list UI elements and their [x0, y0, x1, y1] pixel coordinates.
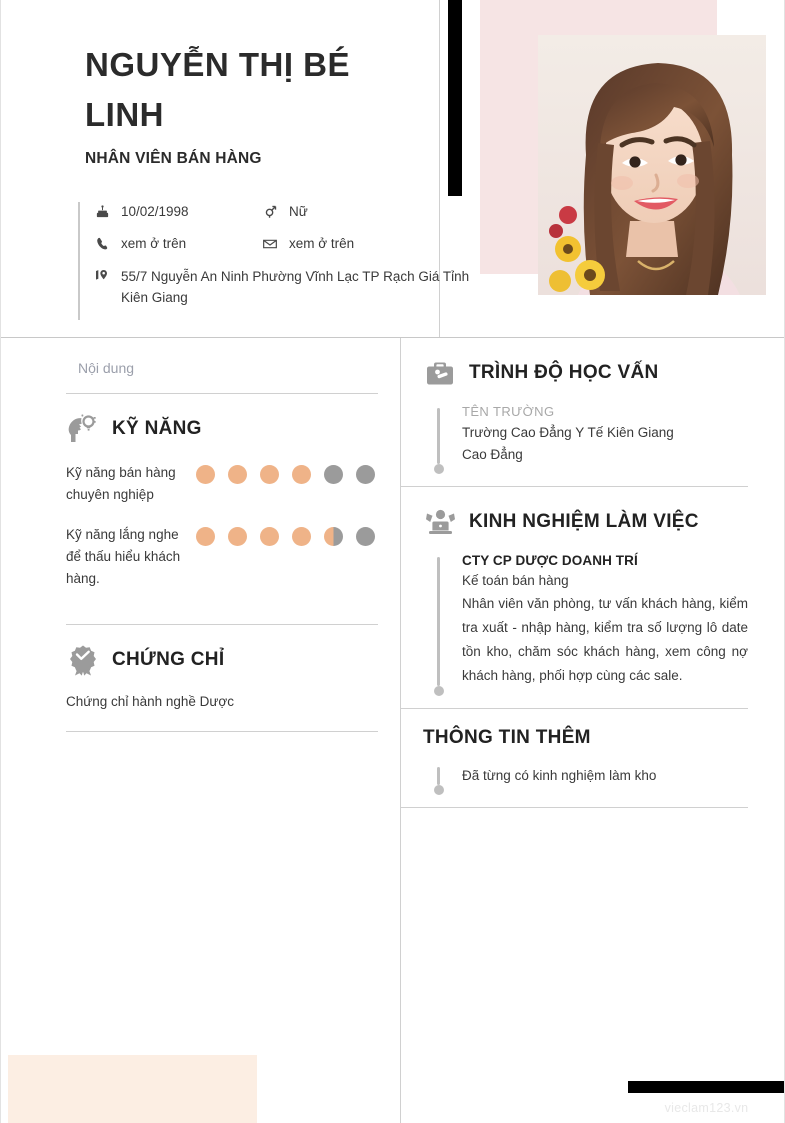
additional-title: THÔNG TIN THÊM — [423, 727, 591, 748]
peach-decoration-block — [8, 1055, 257, 1123]
briefcase-icon — [423, 356, 457, 390]
rating-dot[interactable] — [196, 465, 215, 484]
rating-dot[interactable] — [292, 527, 311, 546]
contact-gender — [260, 202, 308, 221]
page-title: NGUYỄN THỊ BÉ LINH — [85, 46, 351, 133]
timeline-rail — [431, 553, 446, 696]
experience-position: Kế toán bán hàng — [462, 573, 569, 588]
contact-email — [260, 234, 354, 253]
contact-address — [92, 266, 492, 308]
rating-dot[interactable] — [260, 465, 279, 484]
education-entry — [462, 404, 748, 474]
contact-row-phone-email — [92, 234, 498, 254]
timeline-rail — [431, 763, 446, 795]
contact-phone-text: xem ở trên — [121, 236, 187, 251]
timeline-rail — [431, 404, 446, 474]
skill-name: Kỹ năng lắng nghe để thấu hiểu khách hàng. — [66, 527, 181, 586]
contact-row-birth-gender — [92, 202, 498, 222]
skill-item — [66, 462, 378, 506]
cv-body — [0, 338, 785, 1123]
job-title: NHÂN VIÊN BÁN HÀNG — [85, 150, 262, 167]
experience-company: CTY CP DƯỢC DOANH TRÍ — [462, 553, 638, 568]
skill-item — [66, 524, 378, 590]
contact-address-text: 55/7 Nguyễn An Ninh Phường Vĩnh Lạc TP Rạch Giá Tỉnh Kiên Giang — [121, 269, 470, 305]
certificates-title: CHỨNG CHỈ — [112, 649, 225, 670]
certificate-item: Chứng chỉ hành nghề Dược — [66, 694, 235, 709]
head-lightbulb-icon — [66, 412, 100, 446]
timeline-dot — [434, 686, 444, 696]
experience-header — [401, 505, 748, 539]
black-accent-bar — [448, 0, 462, 196]
experience-description: Nhân viên văn phòng, tư vấn khách hàng, kiểm tra xuất - nhập hàng, kiểm tra số lượng lô date tồn kho, chăm sóc khách hàng, xem công nợ khách hàng, phối hợp cùng các sale. — [462, 596, 748, 683]
cv-header — [0, 0, 785, 338]
education-title: TRÌNH ĐỘ HỌC VẤN — [469, 362, 659, 383]
timeline-line — [437, 408, 440, 464]
section-experience — [401, 487, 748, 709]
content-placeholder[interactable]: Nội dung — [66, 338, 378, 394]
timeline-dot — [434, 464, 444, 474]
rating-dot[interactable] — [356, 527, 375, 546]
skill-name: Kỹ năng bán hàng chuyên nghiệp — [66, 465, 176, 502]
gender-icon — [260, 202, 280, 221]
avatar — [538, 35, 766, 295]
education-timeline — [401, 404, 748, 474]
right-column — [401, 338, 785, 1123]
additional-text: Đã từng có kinh nghiệm làm kho — [462, 768, 657, 783]
rating-dot[interactable] — [196, 527, 215, 546]
black-decoration-block — [628, 1081, 785, 1093]
person-laptop-icon — [423, 505, 457, 539]
timeline-line — [437, 767, 440, 785]
timeline-dot — [434, 785, 444, 795]
additional-header — [401, 727, 748, 749]
contact-gender-text: Nữ — [289, 204, 308, 219]
education-header — [401, 356, 748, 390]
contact-birthday — [92, 202, 260, 221]
section-education — [401, 338, 748, 487]
section-additional-info — [401, 709, 748, 808]
additional-timeline — [401, 763, 748, 795]
contact-birthday-text: 10/02/1998 — [121, 204, 189, 219]
rating-dot[interactable] — [260, 527, 279, 546]
skills-header — [66, 412, 378, 446]
skill-rating-dots[interactable] — [196, 524, 388, 546]
contact-row-address — [92, 266, 498, 308]
education-field-label: TÊN TRƯỜNG — [462, 404, 555, 419]
skills-title: KỸ NĂNG — [112, 418, 202, 439]
experience-timeline — [401, 553, 748, 696]
left-column — [0, 338, 401, 1123]
experience-entry — [462, 553, 748, 696]
experience-title: KINH NGHIỆM LÀM VIỆC — [469, 511, 699, 532]
rating-dot[interactable] — [324, 527, 343, 546]
timeline-line — [437, 557, 440, 686]
rating-dot[interactable] — [228, 465, 247, 484]
additional-entry — [462, 763, 748, 795]
phone-icon — [92, 234, 112, 253]
rating-dot[interactable] — [356, 465, 375, 484]
skill-rating-dots[interactable] — [196, 462, 388, 484]
envelope-icon — [260, 234, 280, 253]
education-degree: Cao Đẳng — [462, 447, 523, 462]
rating-dot[interactable] — [292, 465, 311, 484]
map-marker-icon — [92, 266, 112, 285]
contact-phone — [92, 234, 260, 253]
award-ribbon-icon — [66, 643, 100, 677]
section-certificates — [66, 625, 378, 732]
certificates-header — [66, 643, 378, 677]
education-school: Trường Cao Đẳng Y Tế Kiên Giang — [462, 425, 674, 440]
contact-email-text: xem ở trên — [289, 236, 355, 251]
birthday-cake-icon — [92, 202, 112, 221]
watermark: vieclam123.vn — [664, 1101, 749, 1115]
contact-block — [78, 202, 498, 320]
rating-dot[interactable] — [324, 465, 343, 484]
rating-dot[interactable] — [228, 527, 247, 546]
section-skills — [66, 394, 378, 625]
